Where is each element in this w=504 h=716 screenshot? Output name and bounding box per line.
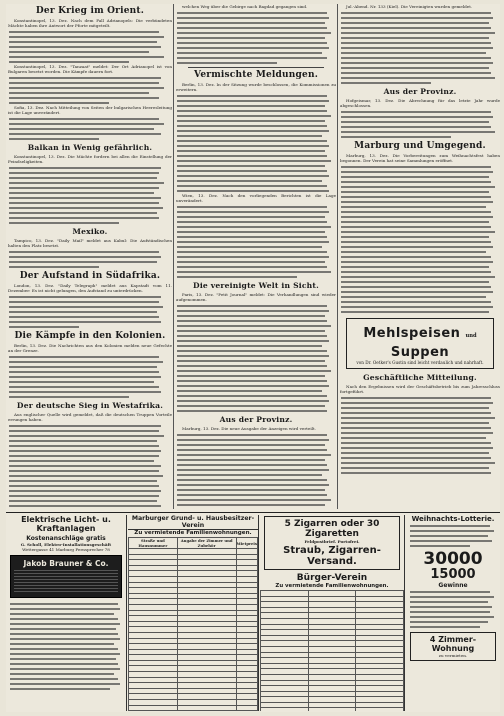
text-block: [6, 601, 126, 691]
article-text: London, 13. Dez. "Daily Telegraph" meldet aus Kapstadt vom 11. Dezember: Es ist nicht gelungen, den Aufstand zu unterdrücken.: [8, 283, 172, 293]
text-block: [8, 29, 172, 64]
text-block: [340, 10, 500, 85]
ad3-company: Straub, Zigarren-Versand.: [283, 545, 381, 567]
ad3-box: [264, 516, 400, 570]
text-block: [8, 294, 172, 329]
text-block: [8, 75, 172, 105]
article-text: Marburg, 13. Dez. Die Vorbereitungen zum Weihnachtsfest haben begonnen. Der Verein hat seine Sammlungen eröffnet.: [340, 153, 500, 163]
article-text: Konstantinopel, 13. Dez. "Tanzaat" meldet: Der Ort Adrianopel ist von Bulgaren besetzt worden. Die Kämpfe dauern fort.: [8, 64, 172, 74]
ad1-subtitle: Kostenanschläge gratis: [26, 535, 106, 542]
text-block: [340, 109, 500, 139]
ad3-table-title: Bürger-Verein: [296, 573, 368, 583]
mehlspeisen-advertisement: [346, 318, 494, 369]
ad4-bottom-sub: zu vermieten.: [438, 653, 468, 658]
column-divider: [337, 4, 338, 509]
article-text: Berlin, 13. Dez. Die Nachrichten aus den Kolonien melden neue Gefechte an der Grenze.: [8, 343, 172, 353]
heading-kaempfe-kolonien: Die Kämpfe in den Kolonien.: [14, 331, 166, 341]
ad3-housing-table: [260, 590, 404, 711]
text-block: [406, 589, 500, 629]
table-row: [261, 708, 404, 711]
article-text: Marburg, 13. Dez. Die neue Ausgabe der Anzeigen wird verteilt.: [182, 425, 316, 431]
article-text: Jul.-Abend. Nr. 133 (Kiel). Die Vereinigten wurden gemeldet.: [346, 4, 473, 9]
article-text: Wien, 13. Dez. Nach den vorliegenden Berichten ist die Lage unverändert.: [176, 192, 336, 203]
ad1-shop-name: Jakob Brauner & Co.: [23, 559, 109, 568]
ad1-title: Elektrische Licht- u. Kraftanlagen: [21, 515, 111, 533]
article-text: Paris, 13. Dez. "Petit Journal" meldet: Die Verhandlungen sind wieder aufgenommen.: [176, 291, 336, 302]
ad3-title: 5 Zigarren oder 30 Zigaretten: [284, 519, 380, 539]
column-3: [340, 4, 500, 509]
table-header: Straße und Hausnummer: [129, 538, 178, 549]
column-divider: [173, 4, 174, 509]
text-block: [176, 303, 336, 413]
table-header: Mietpreis: [236, 538, 257, 549]
text-block: [176, 93, 336, 193]
text-block: [8, 249, 172, 269]
ad-zigarren: [260, 515, 405, 711]
ad2-title: Marburger Grund- u. Hausbesitzer-Verein: [128, 515, 258, 530]
heading-mexiko: Mexiko.: [72, 227, 108, 236]
column-2: [176, 4, 336, 509]
article-text: Konstantinopel, 13. Dez. Die Mächte fordern bei allen die Einstellung der Feindseligkeiten.: [8, 154, 172, 164]
heading-marburg-umgegend: Marburg und Umgegend.: [354, 141, 486, 151]
heading-aus-provinz: Aus der Provinz.: [219, 414, 293, 424]
ad3-table-subtitle: Zu vermietende Familienwohnungen.: [275, 583, 389, 589]
table-header-row: [129, 538, 258, 549]
ad1-dark-panel: [10, 555, 122, 598]
ad3-subtitle: Feldpostbrief. Portofrei.: [304, 539, 360, 544]
text-block: [176, 10, 336, 65]
advertisement-strip: [6, 512, 500, 713]
heading-deutscher-sieg: Der deutsche Sieg in Westafrika.: [16, 401, 164, 410]
table-header: Angabe der Zimmer und Zubehör: [177, 538, 236, 549]
text-block: [340, 395, 500, 475]
article-text: Nach den Ergebnissen wird der Geschäftsbetrieb bis zum Jahresschluss fortgeführt.: [340, 384, 500, 394]
ad-subtext: von Dr. Oetker's Gustin sind leicht verdaulich und nahrhaft.: [356, 360, 484, 365]
text-block: [340, 164, 500, 314]
ad4-bottom-title: 4 Zimmer-Wohnung: [429, 635, 477, 653]
column-1: [8, 4, 172, 509]
heading-aufstand-suedafrika: Der Aufstand in Südafrika.: [19, 271, 161, 281]
text-block: [8, 165, 172, 225]
text-block: [176, 204, 336, 279]
newspaper-page: [6, 4, 500, 712]
ad4-prize-second: 15000: [430, 567, 476, 582]
ad-title-mehlspeisen: Mehlspeisen: [363, 326, 461, 341]
text-block: [8, 116, 172, 141]
ad-title-suppen: Suppen: [390, 345, 450, 360]
article-text: Tampico, 13. Dez. "Daily Mail" meldet aus Kabul: Die Aufständischen halten den Platz besetzt.: [8, 238, 172, 248]
article-text: Aus englischer Quelle wird gemeldet, daß die deutschen Truppen Vorteile errungen haben.: [8, 412, 172, 422]
text-block: [406, 523, 500, 548]
heading-krieg-orient: Der Krieg im Orient.: [35, 6, 145, 16]
ad2-subtitle: Zu vermietende Familienwohnungen.: [134, 530, 252, 536]
article-text: Berlin, 13. Dez. In der Sitzung wurde beschlossen, die Kommissionen zu erweitern.: [176, 81, 336, 92]
ad4-prize-main: 30000: [423, 549, 483, 569]
divider-rule: [188, 67, 324, 68]
ad-grund-hausbesitzer-verein: [128, 515, 259, 711]
heading-aus-der-provinz: Aus der Provinz.: [383, 87, 457, 96]
ad-weihnachts-lotterie: [406, 515, 500, 711]
ad4-title: Weihnachts-Lotterie.: [411, 515, 495, 523]
text-block: [8, 354, 172, 399]
ad-and: und: [465, 333, 477, 339]
article-text: Konstantinopel, 13. Dez. Nach dem Fall Adrianopels: Die verbündeten Mächte haben ihre Antwort der Pforte mitgeteilt.: [8, 18, 172, 28]
ad4-wohnung-box: [410, 632, 496, 661]
ad2-housing-table: [128, 537, 258, 711]
heading-vermischte-meldungen: Vermischte Meldungen.: [193, 69, 319, 80]
article-text: Sofia, 13. Dez. Nach Mitteilung von Seiten der bulgarischen Heeresleitung ist die Lage unverändert.: [8, 105, 172, 115]
text-block: [176, 432, 336, 509]
article-text: welchen Weg über die Gebirge nach Bagdad gegangen sind.: [182, 4, 308, 9]
ad1-decor: [14, 570, 118, 594]
heading-balkan: Balkan in Wenig gefährlich.: [27, 143, 153, 152]
heading-vereinigte-welt: Die vereinigte Welt in Sicht.: [193, 280, 319, 290]
ad4-label: Gewinne: [438, 582, 468, 589]
heading-geschaeftliche-mitteilung: Geschäftliche Mitteilung.: [363, 373, 477, 382]
text-block: [8, 423, 172, 509]
article-text: Hofgeismar, 13. Dez. Die Abrechnung für das letzte Jahr wurde abgeschlossen.: [340, 98, 500, 108]
ad1-company: G. Scholl, Elektro-Installationsgeschäft: [20, 542, 112, 547]
ad1-address: Wettergasse 41 Marburg Fernsprecher 78: [22, 547, 110, 552]
ad-elektrische-licht: [6, 515, 127, 711]
